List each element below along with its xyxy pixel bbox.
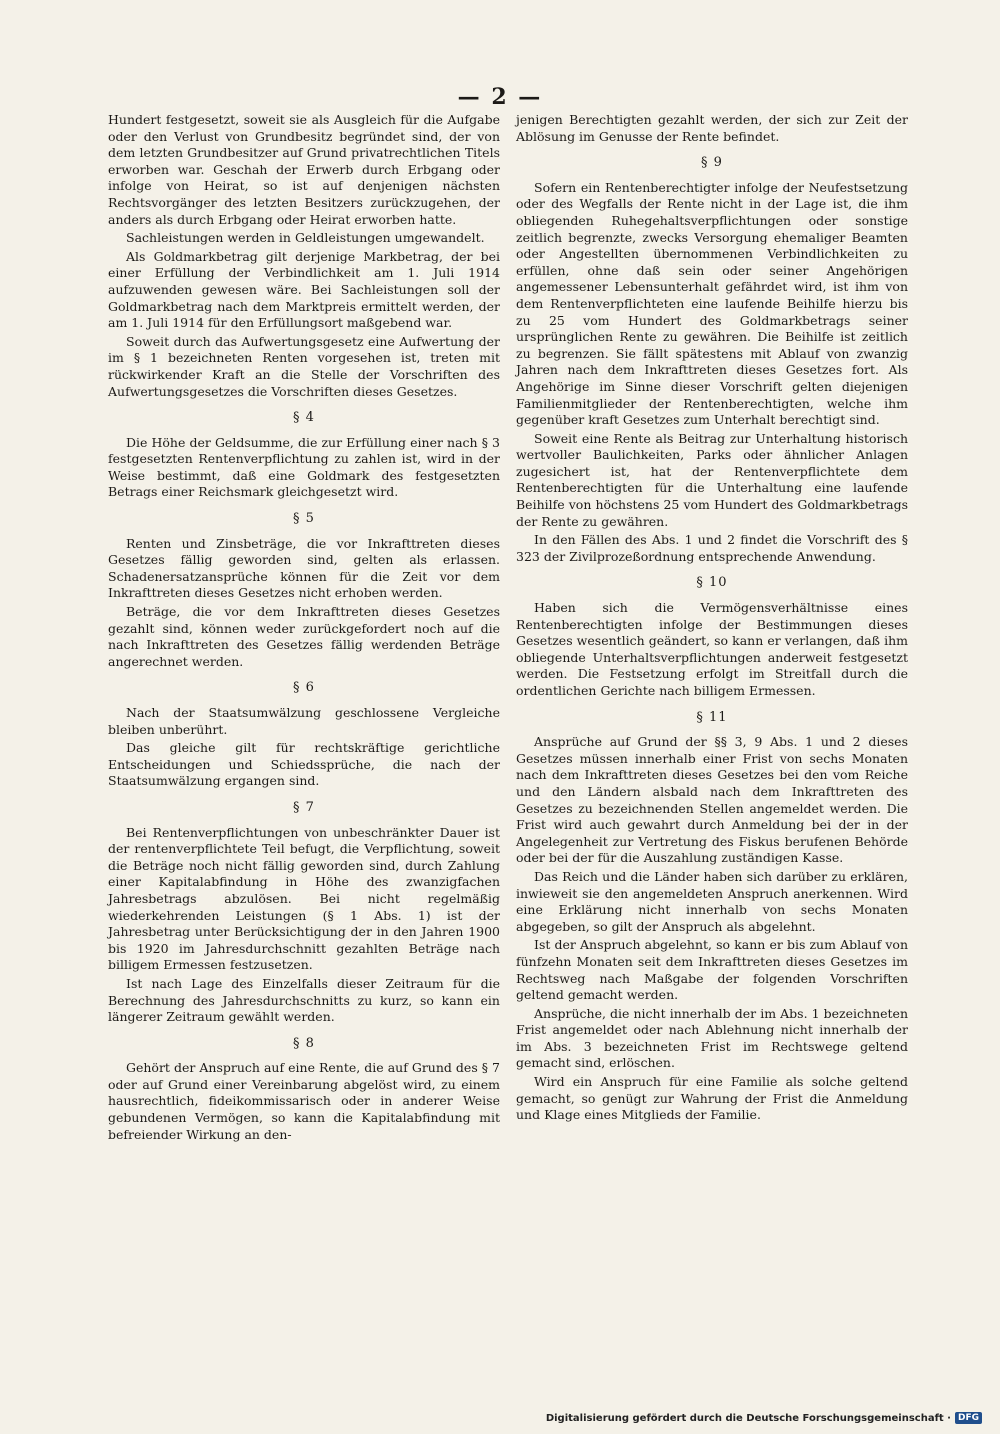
paragraph: Haben sich die Vermögensverhältnisse eines Rentenberechtigten infolge der Bestimmungen dieses Gesetzes wesentlich geändert, so kann er verlangen, daß ihm obliegende Unterhaltsverpflichtungen anderweit festgesetzt werden. Die Festsetzung erfolgt im Streitfall durch die ordentlichen Gerichte nach billigem Ermessen.	[516, 600, 908, 698]
section-heading: § 4	[293, 410, 315, 426]
footer	[546, 1412, 982, 1424]
paragraph: Soweit durch das Aufwertungsgesetz eine Aufwertung der im § 1 bezeichneten Renten vorgesehen ist, treten mit rückwirkender Kraft an die Stelle der Vorschriften des Aufwertungsgesetzes die Vorschriften dieses Gesetzes.	[108, 333, 500, 399]
paragraph: Ansprüche auf Grund der §§ 3, 9 Abs. 1 und 2 dieses Gesetzes müssen innerhalb einer Frist von sechs Monaten nach dem Inkrafttreten dieses Gesetzes bei den vom Reiche und den Ländern alsbald nach dem Inkrafttreten des Gesetzes zu bezeichnenden Stellen angemeldet werden. Die Frist wird auch gewahrt durch Anmeldung bei der in der Angelegenheit zur Vertretung des Fiskus berufenen Behörde oder bei der für die Auszahlung zuständigen Kasse.	[516, 734, 908, 866]
paragraph: Sachleistungen werden in Geldleistungen umgewandelt.	[126, 230, 485, 246]
section-heading: § 6	[293, 680, 315, 696]
paragraph: Ansprüche, die nicht innerhalb der im Abs. 1 bezeichneten Frist angemeldet oder nach Ablehnung nicht innerhalb der im Abs. 3 bezeichneten Frist im Rechtswege geltend gemacht sind, erlöschen.	[516, 1005, 908, 1071]
paragraph: Bei Rentenverpflichtungen von unbeschränkter Dauer ist der rentenverpflichtete Teil befugt, die Verpflichtung, soweit die Beträge noch nicht fällig geworden sind, durch Zahlung einer Kapitalabfindung in Höhe des zwanzigfachen Jahresbetrags abzulösen. Bei nicht regelmäßig wiederkehrenden Leistungen (§ 1 Abs. 1) ist der Jahresbetrag unter Berücksichtigung der in den Jahren 1900 bis 1920 im Jahresdurchschnitt gezahlten Beträge nach billigem Ermessen festzusetzen.	[108, 824, 500, 973]
paragraph: Renten und Zinsbeträge, die vor Inkrafttreten dieses Gesetzes fällig geworden sind, gelten als erlassen. Schadenersatzansprüche können für die Zeit vor dem Inkrafttreten dieses Gesetzes nicht erhoben werden.	[108, 535, 500, 601]
section-heading: § 8	[293, 1035, 315, 1051]
paragraph: Als Goldmarkbetrag gilt derjenige Markbetrag, der bei einer Erfüllung der Verbindlichkeit am 1. Juli 1914 aufzuwenden gewesen wäre. Bei Sachleistungen soll der Goldmarkbetrag nach dem Marktpreis ermittelt werden, der am 1. Juli 1914 für den Erfüllungsort maßgebend war.	[108, 248, 500, 331]
right-column	[516, 112, 908, 1126]
paragraph: Das Reich und die Länder haben sich darüber zu erklären, inwieweit sie den angemeldeten Anspruch anerkennen. Wird eine Erklärung nicht innerhalb von sechs Monaten abgegeben, so gilt der Anspruch als abgelehnt.	[516, 868, 908, 934]
dfg-logo: DFG	[955, 1412, 982, 1424]
paragraph: In den Fällen des Abs. 1 und 2 findet die Vorschrift des § 323 der Zivilprozeßordnung entsprechende Anwendung.	[516, 532, 908, 564]
section-heading: § 10	[696, 575, 728, 591]
section-heading: § 9	[701, 155, 723, 171]
paragraph: Die Höhe der Geldsumme, die zur Erfüllung einer nach § 3 festgesetzten Rentenverpflichtung zu zahlen ist, wird in der Weise bestimmt, daß eine Goldmark des festgesetzten Betrags einer Reichsmark gleichgesetzt wird.	[108, 434, 500, 500]
paragraph: jenigen Berechtigten gezahlt werden, der sich zur Zeit der Ablösung im Genusse der Rente befindet.	[516, 112, 908, 144]
paragraph: Soweit eine Rente als Beitrag zur Unterhaltung historisch wertvoller Baulichkeiten, Parks oder ähnlicher Anlagen zugesichert ist, hat der Rentenverpflichtete dem Rentenberechtigten für die Unterhaltung eine laufende Beihilfe von höchstens 25 vom Hundert des Goldmarkbetrags der Rente zu gewähren.	[516, 430, 908, 529]
paragraph: Ist nach Lage des Einzelfalls dieser Zeitraum für die Berechnung des Jahresdurchschnitts zu kurz, so kann ein längerer Zeitraum gewählt werden.	[108, 975, 500, 1025]
paragraph: Wird ein Anspruch für eine Familie als solche geltend gemacht, so genügt zur Wahrung der Frist die Anmeldung und Klage eines Mitglieds der Familie.	[516, 1074, 908, 1123]
paragraph: Gehört der Anspruch auf eine Rente, die auf Grund des § 7 oder auf Grund einer Vereinbarung abgelöst wird, zu einem hausrechtlich, fideikommissarisch oder in anderer Weise gebundenen Vermögen, so kann die Kapitalabfindung mit befreiender Wirkung an den-	[108, 1060, 500, 1142]
footer-credit: Digitalisierung gefördert durch die Deutsche Forschungsgemeinschaft ·	[545, 1412, 951, 1424]
paragraph: Beträge, die vor dem Inkrafttreten dieses Gesetzes gezahlt sind, können weder zurückgefordert noch auf die nach Inkrafttreten des Gesetzes fällig werdenden Beträge angerechnet werden.	[108, 604, 500, 669]
section-heading: § 5	[293, 511, 315, 527]
paragraph: Sofern ein Rentenberechtigter infolge der Neufestsetzung oder des Wegfalls der Rente nicht in der Lage ist, die ihm obliegenden Ruhegehaltsverpflichtungen oder sonstige zeitlich begrenzte, zwecks Versorgung ehemaliger Beamten oder Angestellten übernommenen Verbindlichkeiten zu erfüllen, ohne daß sein oder seiner Angehörigen angemessener Lebensunterhalt gefährdet wird, ist ihm von dem Rentenverpflichteten eine laufende Beihilfe hierzu bis zu 25 vom Hundert des Goldmarkbetrags seiner ursprünglichen Rente zu gewähren. Die Beihilfe ist zeitlich zu begrenzen. Sie fällt spätestens mit Ablauf von zwanzig Jahren nach dem Inkrafttreten dieses Gesetzes fort. Als Angehörige im Sinne dieser Vorschrift gelten diejenigen Familienmitglieder der Rentenberechtigten, welche ihm gegenüber kraft Gesetzes zum Unterhalt berechtigt sind.	[516, 179, 908, 428]
paragraph: Das gleiche gilt für rechtskräftige gerichtliche Entscheidungen und Schiedssprüche, die nach der Staatsumwälzung ergangen sind.	[108, 740, 500, 789]
page-number: — 2 —	[457, 84, 543, 110]
paragraph: Ist der Anspruch abgelehnt, so kann er bis zum Ablauf von fünfzehn Monaten seit dem Inkrafttreten dieses Gesetzes im Rechtsweg nach Maßgabe der folgenden Vorschriften geltend gemacht werden.	[516, 937, 908, 1003]
paragraph: Hundert festgesetzt, soweit sie als Ausgleich für die Aufgabe oder den Verlust von Grundbesitz begründet sind, der von dem letzten Grundbesitzer auf Grund privatrechtlichen Titels erworben war. Geschah der Erwerb durch Erbgang oder infolge von Heirat, so ist auf denjenigen nächsten Rechtsvorgänger des letzten Besitzers zurückzugehen, der anders als durch Erbgang oder Heirat erworben hatte.	[108, 112, 500, 227]
section-heading: § 11	[696, 709, 728, 725]
section-heading: § 7	[293, 799, 315, 815]
left-column	[108, 112, 500, 1145]
paragraph: Nach der Staatsumwälzung geschlossene Vergleiche bleiben unberührt.	[108, 705, 500, 737]
